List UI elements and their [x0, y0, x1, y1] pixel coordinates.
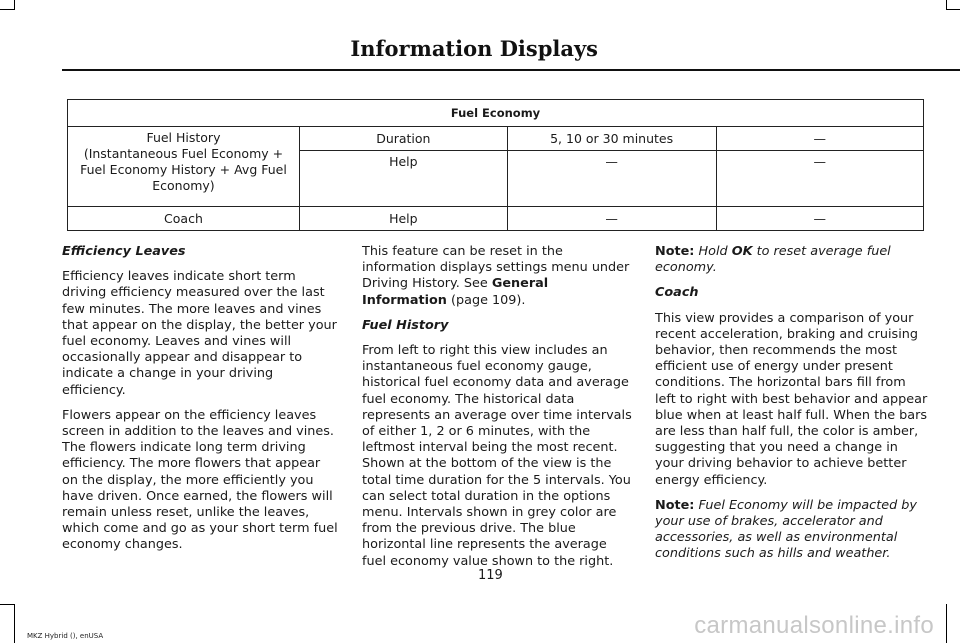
section-heading: Efficiency Leaves: [62, 244, 186, 259]
text-span: (page 109).: [446, 292, 526, 308]
paragraph: [362, 244, 634, 309]
text-column-3: [655, 244, 928, 572]
paragraph: Efficiency leaves indicate short term driving efficiency measured over the last few minutes. The more leaves and vines that appear on the display, the better your fuel economy. Leaves and vines will occasionally appear and disappear to indicate a change in your driving efficiency.: [62, 269, 337, 398]
footer-text: MKZ Hybrid (), enUSA: [27, 632, 104, 640]
row-label-fuel-history: Fuel History (Instantaneous Fuel Economy + Fuel Economy History + Avg Fuel Economy): [68, 127, 300, 207]
cell-item: Help: [299, 207, 507, 231]
text-span: to reset average fuel economy.: [655, 244, 891, 276]
paragraph: From left to right this view includes an instantaneous fuel economy gauge, historical fuel economy data and average fuel economy. The historical data represents an average over time intervals of either 1, 2 or 6 minutes, with the leftmost interval being the most recent. Shown at the bottom of the view is the total time duration for the 5 intervals. You can select total duration in the options menu. Intervals shown in grey color are from the previous drive. The blue horizontal line represents the average fuel economy value shown to the right.: [362, 343, 632, 569]
text-span: Hold: [694, 244, 732, 259]
cell-item: Duration: [299, 127, 507, 151]
cell-extra: —: [716, 207, 923, 231]
page-number: 119: [478, 568, 503, 583]
cell-item: Help: [299, 151, 507, 207]
page-title: Information Displays: [350, 36, 598, 61]
header-divider: [62, 69, 960, 71]
table-title: Fuel Economy: [68, 100, 924, 127]
cross-reference-link[interactable]: General Information: [362, 276, 549, 308]
text-column-2: [362, 244, 634, 579]
watermark: carmanualsonline.info: [694, 612, 934, 639]
crop-mark: [0, 604, 15, 605]
table-row: [68, 127, 924, 151]
text-column-1: [62, 244, 338, 563]
section-heading: Fuel History: [362, 317, 449, 333]
section-heading: Coach: [655, 285, 699, 301]
key-name: OK: [731, 244, 753, 259]
cell-value: —: [507, 151, 716, 207]
note: [655, 244, 928, 276]
note-label: Note:: [655, 497, 695, 513]
cell-extra: —: [716, 127, 923, 151]
crop-mark: [0, 9, 15, 10]
text-span: This feature can be reset in the information displays settings menu under Driving History. See: [362, 244, 630, 292]
row-label-coach: Coach: [68, 207, 300, 231]
table-row: [68, 207, 924, 231]
crop-mark: [946, 9, 960, 10]
note: [655, 498, 928, 563]
text-span: Fuel Economy will be impacted by your use of brakes, accelerator and accessories, as well as environmental conditions such as hills and weather.: [655, 497, 917, 562]
cell-value: —: [507, 207, 716, 231]
cell-value: 5, 10 or 30 minutes: [507, 127, 716, 151]
crop-mark: [14, 604, 15, 643]
crop-mark: [946, 604, 947, 643]
crop-mark: [14, 0, 15, 10]
note-label: Note:: [655, 244, 695, 259]
paragraph: Flowers appear on the efficiency leaves screen in addition to the leaves and vines. The flowers indicate long term driving efficiency. The more flowers that appear on the display, the more efficiently you have driven. Once earned, the flowers will remain unless reset, unlike the leaves, which come and go as your short term fuel economy changes.: [62, 407, 338, 553]
fuel-economy-table: [67, 99, 924, 231]
paragraph: This view provides a comparison of your recent acceleration, braking and cruising behavior, then recommends the most efficient use of energy under present conditions. The horizontal bars fill from left to right with best behavior and appear blue when at least half full. When the bars are less than half full, the color is amber, suggesting that you need a change in your driving behavior to achieve better energy efficiency.: [655, 310, 928, 488]
cell-extra: —: [716, 151, 923, 207]
